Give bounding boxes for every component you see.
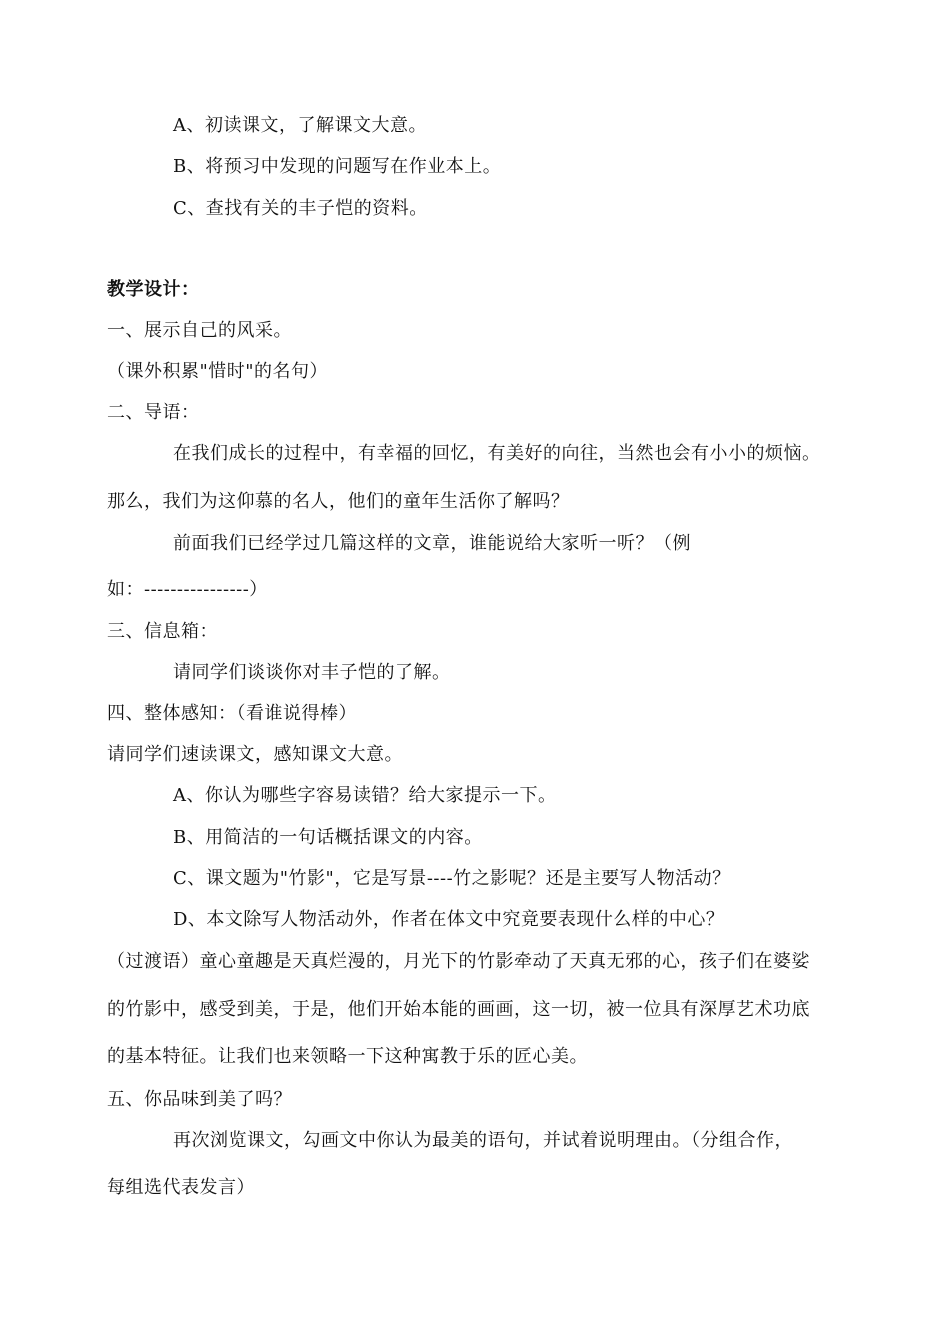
section1-note: （课外积累"惜时"的名句） xyxy=(107,361,329,382)
transition-line1: （过渡语）童心童趣是天真烂漫的，月光下的竹影牵动了天真无邪的心，孩子们在婆娑 xyxy=(107,951,810,972)
section4-item-a: A、你认为哪些字容易读错？给大家提示一下。 xyxy=(173,785,557,806)
section4-item-b: B、用简洁的一句话概括课文的内容。 xyxy=(173,827,483,848)
section3-text: 请同学们谈谈你对丰子恺的了解。 xyxy=(173,662,451,683)
section4-item-d: D、本文除写人物活动外，作者在体文中究竟要表现什么样的中心？ xyxy=(173,909,725,930)
section4-item-c: C、课文题为"竹影"，它是写景----竹之影呢？还是主要写人物活动？ xyxy=(173,868,731,889)
transition-line3: 的基本特征。让我们也来领略一下这种寓教于乐的匠心美。 xyxy=(107,1046,588,1067)
section1-title: 一、展示自己的风采。 xyxy=(107,320,292,341)
section5-title: 五、你品味到美了吗？ xyxy=(107,1089,292,1110)
preview-item-a: A、初读课文，了解课文大意。 xyxy=(173,115,427,136)
section5-line2: 每组选代表发言） xyxy=(107,1177,255,1198)
preview-item-c: C、查找有关的丰子恺的资料。 xyxy=(173,198,428,219)
section4-intro: 请同学们速读课文，感知课文大意。 xyxy=(107,744,403,765)
section4-title: 四、整体感知：（看谁说得棒） xyxy=(107,703,357,724)
section2-para1-line2: 那么，我们为这仰慕的名人，他们的童年生活你了解吗？ xyxy=(107,491,570,512)
section2-para1-line1: 在我们成长的过程中，有幸福的回忆，有美好的向往，当然也会有小小的烦恼。 xyxy=(173,443,821,464)
section2-para2-line1: 前面我们已经学过几篇这样的文章，谁能说给大家听一听？（例 xyxy=(173,533,691,554)
design-heading: 教学设计： xyxy=(107,279,200,300)
section3-title: 三、信息箱： xyxy=(107,621,218,642)
transition-line2: 的竹影中，感受到美，于是，他们开始本能的画画，这一切，被一位具有深厚艺术功底 xyxy=(107,999,810,1020)
preview-item-b: B、将预习中发现的问题写在作业本上。 xyxy=(173,156,502,177)
section2-para2-line2: 如：----------------） xyxy=(107,579,268,600)
section5-line1: 再次浏览课文，勾画文中你认为最美的语句，并试着说明理由。（分组合作， xyxy=(173,1130,793,1151)
section2-title: 二、导语： xyxy=(107,402,200,423)
